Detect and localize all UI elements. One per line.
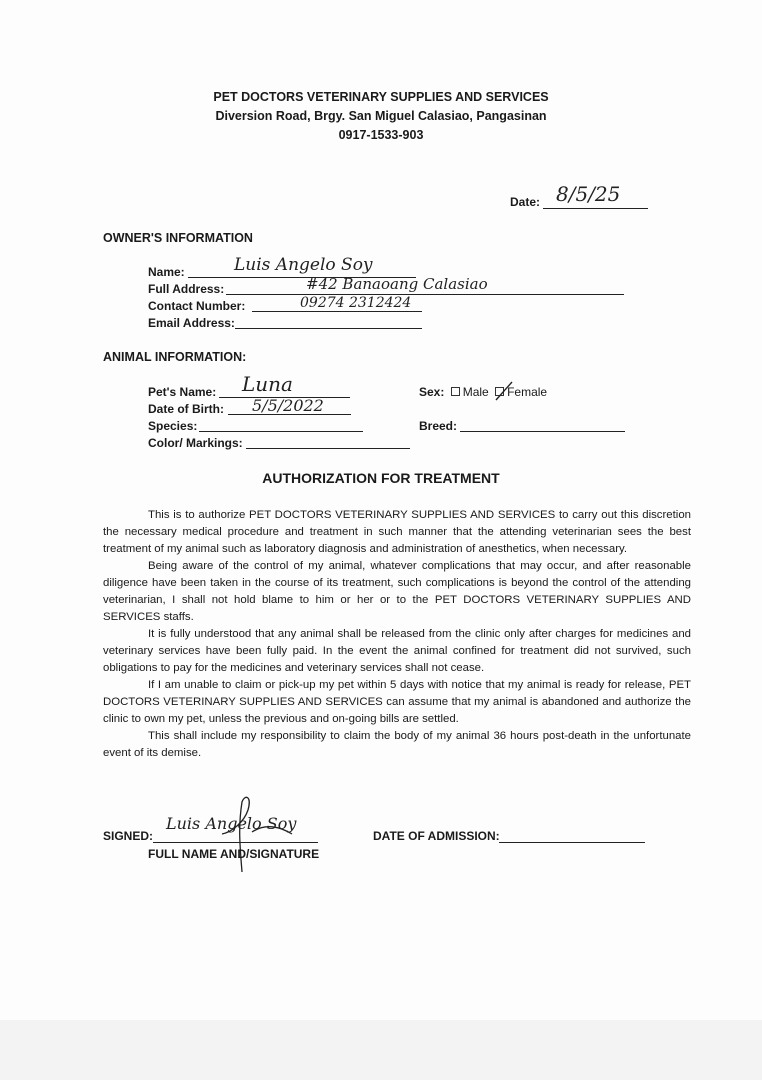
animal-heading: ANIMAL INFORMATION: [103, 350, 247, 364]
owner-heading: OWNER'S INFORMATION [103, 231, 253, 245]
date-label: Date: [510, 195, 541, 209]
pet-name-value: Luna [242, 372, 293, 396]
owner-name-label: Name: [148, 265, 185, 279]
admission-line [499, 842, 645, 843]
species-label: Species: [148, 419, 198, 433]
dob-value: 5/5/2022 [252, 396, 324, 415]
owner-contact-label: Contact Number: [148, 299, 246, 313]
owner-email-label: Email Address: [148, 316, 235, 330]
sex-male-checkbox[interactable] [451, 387, 460, 396]
owner-address-line [226, 294, 624, 295]
admission-label: DATE OF ADMISSION: [373, 829, 500, 843]
signed-label: SIGNED: [103, 829, 154, 843]
sex-male-label: Male [462, 385, 489, 399]
authorization-paragraph: This is to authorize PET DOCTORS VETERINARY SUPPLIES AND SERVICES to carry out this discretion the necessary medical procedure and treatment in such manner that the attending veterinarian sees the best treatment of my animal such as laboratory diagnosis and administration of anesthetics, when necessary. [103, 509, 691, 555]
clinic-address: Diversion Road, Brgy. San Miguel Calasiao, Pangasinan [215, 109, 547, 123]
sex-female-label: Female [507, 385, 548, 399]
sex-label: Sex: [419, 385, 445, 399]
owner-contact-line [252, 311, 422, 312]
authorization-title: AUTHORIZATION FOR TREATMENT [262, 470, 500, 486]
date-value: 8/5/25 [556, 182, 621, 206]
clinic-phone: 0917-1533-903 [338, 128, 424, 142]
dob-label: Date of Birth: [148, 402, 224, 416]
owner-contact-value: 09274 2312424 [300, 295, 412, 311]
date-line [543, 208, 648, 209]
signature-scribble [212, 792, 302, 877]
breed-label: Breed: [419, 419, 458, 433]
breed-line [460, 431, 625, 432]
authorization-paragraph: If I am unable to claim or pick-up my pet within 5 days with notice that my animal is ready for release, PET DOCTORS VETERINARY SUPPLIES AND SERVICES can assume that my animal is abandoned and authorize the clinic to own my pet, unless the previous and on-going bills are settled. [103, 679, 691, 725]
authorization-paragraph: This shall include my responsibility to claim the body of my animal 36 hours post-death in the unfortunate event of its demise. [103, 730, 691, 759]
authorization-paragraph: Being aware of the control of my animal, whatever complications that may occur, and after reasonable diligence have been taken in the course of its treatment, such complications is beyond the control of the attending veterinarian, I shall not hold blame to him or her or to the PET DOCTORS VETERINARY SUPPLIES AND SERVICES staffs. [103, 560, 691, 623]
full-name-label: FULL NAME AND/SIGNATURE [148, 847, 320, 861]
color-line [246, 448, 410, 449]
female-check-mark [494, 380, 514, 402]
authorization-paragraph: It is fully understood that any animal shall be released from the clinic only after charges for medicines and veterinary services have been fully paid. In the event the animal confined for treatment did not survived, such obligations to pay for the medicines and veterinary services shall not cease. [103, 628, 691, 674]
signature-value: Luis Angelo Soy [166, 814, 297, 833]
scan-margin [0, 1020, 762, 1080]
clinic-name: PET DOCTORS VETERINARY SUPPLIES AND SERVICES [213, 90, 549, 104]
owner-address-value: #42 Banaoang Calasiao [306, 275, 488, 293]
sex-field [419, 385, 547, 399]
authorization-body [103, 507, 691, 762]
owner-address-label: Full Address: [148, 282, 225, 296]
color-label: Color/ Markings: [148, 436, 243, 450]
owner-email-line [235, 328, 422, 329]
pet-name-label: Pet's Name: [148, 385, 217, 399]
species-line [199, 431, 363, 432]
owner-name-value: Luis Angelo Soy [234, 255, 373, 275]
